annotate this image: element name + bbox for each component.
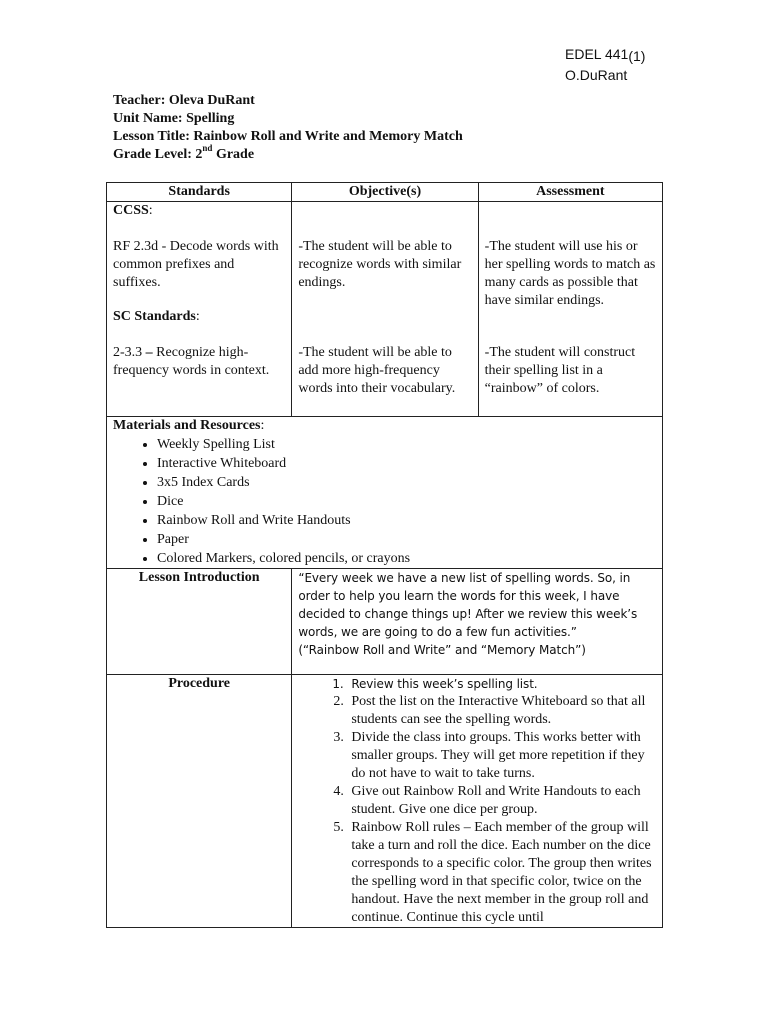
materials-cell: Materials and Resources: • Weekly Spelling List • Interactive Whiteboard • 3x5 Index Cards • Dice • Rainbow Roll and Write Handouts • Paper • Colored Markers, colored pencils, or crayons bbox=[107, 417, 663, 569]
procedure-list bbox=[298, 675, 656, 927]
lesson-meta bbox=[113, 92, 463, 164]
sc-standards-label: SC Standards bbox=[113, 309, 196, 324]
assessment-2: -The student will construct their spelling list in a “rainbow” of colors. bbox=[484, 345, 636, 396]
objective-2: -The student will be able to add more high-frequency words into their vocabulary. bbox=[298, 345, 456, 396]
list-item: • Colored Markers, colored pencils, or crayons bbox=[157, 549, 656, 568]
procedure-row bbox=[107, 675, 663, 928]
list-item: 1. Review this week’s spelling list. bbox=[347, 675, 656, 693]
objective-1: -The student will be able to recognize words with similar endings. bbox=[298, 239, 462, 290]
introduction-label: Lesson Introduction bbox=[107, 569, 292, 675]
standard-sc: 2-3.3 – Recognize high-frequency words in context. bbox=[113, 345, 270, 378]
list-item: 4. Give out Rainbow Roll and Write Handouts to each student. Give one dice per group. bbox=[347, 783, 656, 819]
procedure-label: Procedure bbox=[107, 675, 292, 928]
introduction-text-cell bbox=[292, 569, 663, 675]
list-item: 2. Post the list on the Interactive Whiteboard so that all students can see the spelling words. bbox=[347, 693, 656, 729]
introduction-note: (“Rainbow Roll and Write” and “Memory Match”) bbox=[298, 643, 586, 657]
header-objectives: Objective(s) bbox=[292, 183, 478, 202]
procedure-cell bbox=[292, 675, 663, 928]
materials-list bbox=[113, 435, 656, 568]
standards-cell: CCSS: RF 2.3d - Decode words with common prefixes and suffixes. SC Standards: 2-3.3 – Recognize high-frequency words in context. bbox=[107, 202, 292, 417]
list-item: • Dice bbox=[157, 492, 656, 511]
list-item: • 3x5 Index Cards bbox=[157, 473, 656, 492]
introduction-text: “Every week we have a new list of spelling words. So, in order to help you learn the words for this week, I have decided to change things up! After we review this week’s words, we are going to do a few fun activities.” bbox=[298, 571, 638, 639]
teacher-line: Teacher: Oleva DuRant bbox=[113, 93, 255, 108]
materials-label: Materials and Resources bbox=[113, 418, 261, 433]
header-assessment: Assessment bbox=[478, 183, 662, 202]
list-item: • Paper bbox=[157, 530, 656, 549]
introduction-row bbox=[107, 569, 663, 675]
table-header-row bbox=[107, 183, 663, 202]
list-item: • Rainbow Roll and Write Handouts bbox=[157, 511, 656, 530]
page-number: (1) bbox=[628, 48, 646, 64]
standard-rf: RF 2.3d - Decode words with common prefixes and suffixes. bbox=[113, 239, 279, 290]
header-standards: Standards bbox=[107, 183, 292, 202]
lesson-title-line: Lesson Title: Rainbow Roll and Write and Memory Match bbox=[113, 129, 463, 144]
objectives-cell bbox=[292, 202, 478, 417]
assessment-1: -The student will use his or her spelling words to match as many cards as possible that have similar endings. bbox=[484, 239, 656, 308]
course-code: EDEL 441 bbox=[565, 46, 629, 62]
list-item: 3. Divide the class into groups. This works better with smaller groups. They will get more repetition if they do not have to wait to take turns. bbox=[347, 729, 656, 783]
lesson-plan-table bbox=[106, 182, 663, 928]
list-item: • Interactive Whiteboard bbox=[157, 454, 656, 473]
author-name: O.DuRant bbox=[565, 67, 628, 83]
assessment-cell bbox=[478, 202, 662, 417]
page-header bbox=[565, 45, 645, 85]
grade-line: Grade Level: 2nd Grade bbox=[113, 143, 255, 162]
standards-row bbox=[107, 202, 663, 417]
list-item: 5. Rainbow Roll rules – Each member of the group will take a turn and roll the dice. Each number on the dice corresponds to a specific color. The group then writes the spelling word in that specific color, twice on the handout. Have the next member in the group roll and continue. Continue this cycle until bbox=[347, 819, 656, 927]
materials-row bbox=[107, 417, 663, 569]
list-item: • Weekly Spelling List bbox=[157, 435, 656, 454]
unit-line: Unit Name: Spelling bbox=[113, 111, 235, 126]
ccss-label: CCSS bbox=[113, 203, 149, 218]
